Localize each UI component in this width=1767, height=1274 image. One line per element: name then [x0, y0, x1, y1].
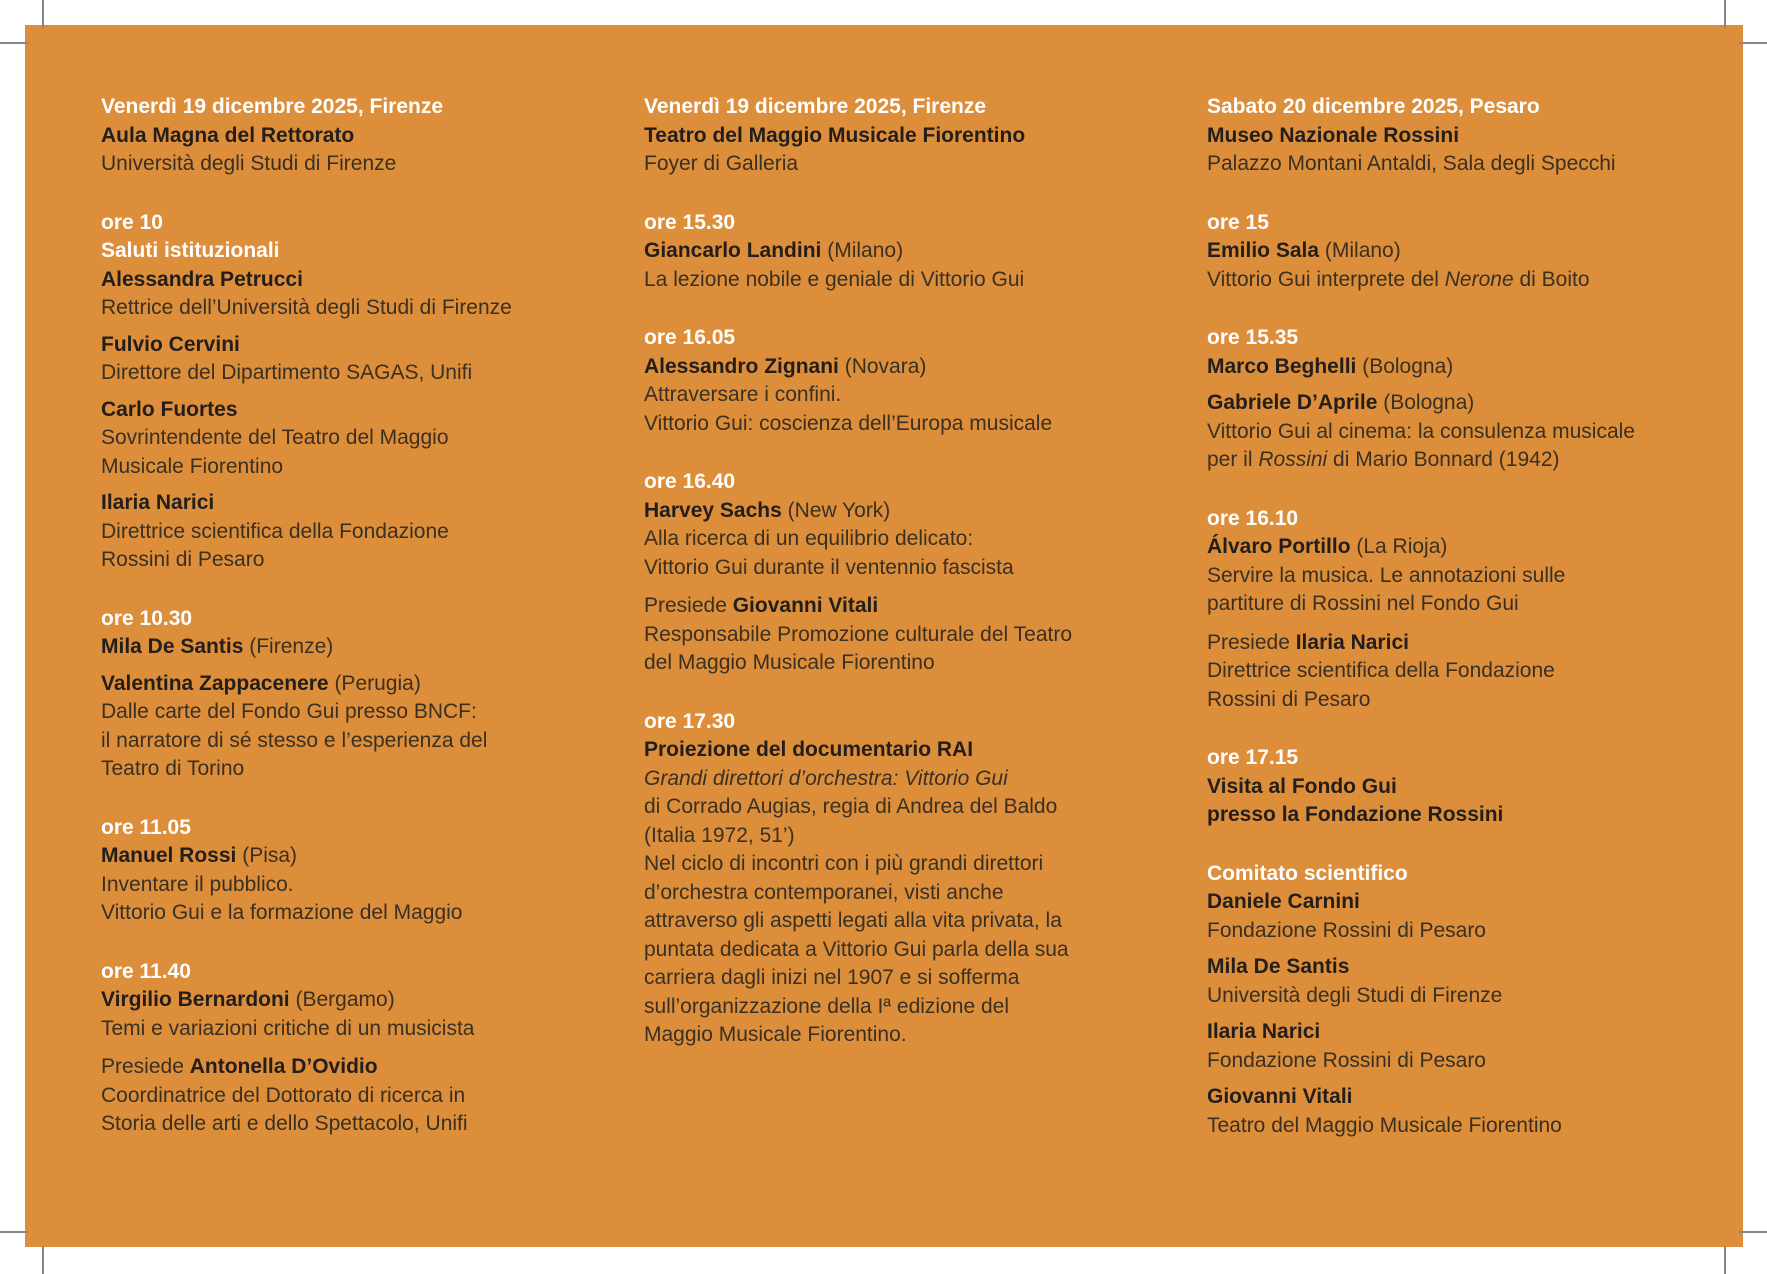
regular-text: Rettrice dell’Università degli Studi di Firenze [101, 296, 512, 319]
talk-title [1207, 418, 1727, 447]
regular-text: partiture di Rossini nel Fondo Gui [1207, 592, 1519, 615]
regular-text: Sovrintendente del Teatro del Maggio [101, 426, 449, 449]
event-date [1207, 93, 1727, 122]
chair [1207, 629, 1727, 658]
regular-text: Direttore del Dipartimento SAGAS, Unifi [101, 361, 473, 384]
session-ore-15-35 [1207, 324, 1727, 381]
venue-detail [644, 150, 1169, 179]
regular-text: Università degli Studi di Firenze [101, 152, 397, 175]
regular-text: Teatro del Maggio Musicale Fiorentino [1207, 1113, 1562, 1137]
regular-text: d’orchestra contemporanei, visti anche [644, 880, 1004, 904]
italic-text: Rossini [1258, 448, 1328, 471]
bold-text: presso la Fondazione Rossini [1207, 803, 1504, 826]
day-header [101, 93, 606, 179]
crop-mark-bottom-left-horizontal [0, 1231, 28, 1233]
bold-text: Gabriele D’Aprile [1207, 391, 1378, 414]
column-saturday-pesaro [1207, 93, 1727, 1140]
bold-text: Álvaro Portillo [1207, 535, 1351, 558]
film-credits [644, 822, 1169, 851]
role [101, 359, 606, 388]
section-title [644, 736, 1169, 765]
speaker [1207, 533, 1727, 562]
bold-text: Visita al Fondo Gui [1207, 774, 1397, 798]
regular-text: Università degli Studi di Firenze [1207, 983, 1503, 1007]
bold-text: Alessandro Zignani [644, 354, 839, 378]
talk-title [1207, 590, 1727, 619]
regular-text: Storia delle arti e dello Spettacolo, Unifi [101, 1112, 468, 1135]
speaker [644, 353, 1169, 382]
session-ore-16-05 [644, 324, 1169, 438]
bold-text: Harvey Sachs [644, 498, 782, 522]
synopsis-line [644, 964, 1169, 993]
speaker [101, 633, 606, 662]
regular-text: Foyer di Galleria [644, 152, 799, 175]
regular-text: Vittorio Gui e la formazione del Maggio [101, 901, 463, 924]
talk-title [644, 525, 1169, 554]
regular-text: Inventare il pubblico. [101, 872, 294, 896]
talk-title [101, 899, 606, 928]
speaker [1207, 353, 1727, 382]
talk-title [1207, 266, 1727, 295]
bold-text: Ilaria Narici [1207, 1020, 1321, 1043]
section-title [1207, 801, 1727, 830]
regular-text: Nel ciclo di incontri con i più grandi direttori [644, 852, 1044, 875]
chair [644, 592, 1169, 621]
highlight-bold-text: ore 16.05 [644, 326, 736, 349]
committee-entry [1207, 1018, 1727, 1075]
highlight-bold-text: ore 16.10 [1207, 506, 1299, 530]
talk-title [101, 1015, 606, 1044]
highlight-bold-text: ore 17.15 [1207, 746, 1299, 769]
highlight-bold-text: ore 15 [1207, 210, 1269, 234]
venue [644, 122, 1169, 151]
synopsis-line [644, 993, 1169, 1022]
session-ore-15 [1207, 209, 1727, 295]
speaker [644, 237, 1169, 266]
section-title [101, 237, 606, 266]
film-credits [644, 793, 1169, 822]
role [644, 621, 1169, 650]
section-title [1207, 773, 1727, 802]
regular-text: (Bologna) [1356, 354, 1454, 378]
regular-text: puntata dedicata a Vittorio Gui parla della sua [644, 937, 1069, 961]
role [101, 518, 606, 547]
highlight-bold-text: Sabato 20 dicembre 2025, Pesaro [1207, 95, 1540, 118]
role [101, 546, 606, 575]
speaker [101, 489, 606, 518]
session-ore-17-15 [1207, 744, 1727, 830]
synopsis-line [644, 850, 1169, 879]
role [101, 424, 606, 453]
regular-text: Attraversare i confini. [644, 383, 842, 406]
regular-text: (Bergamo) [289, 988, 395, 1011]
committee-member [1207, 1018, 1727, 1047]
role [644, 649, 1169, 678]
speaker-entry [101, 670, 606, 784]
role [101, 1110, 606, 1139]
talk-title [101, 871, 606, 900]
highlight-bold-text: ore 11.05 [101, 815, 191, 839]
session-time [101, 605, 606, 634]
committee [1207, 860, 1727, 946]
regular-text: Vittorio Gui: coscienza dell’Europa musicale [644, 411, 1053, 435]
regular-text: per il [1207, 448, 1259, 471]
bold-text: Virgilio Bernardoni [101, 988, 290, 1011]
crop-mark-top-right-vertical [1724, 0, 1726, 28]
session-ore-16-40 [644, 468, 1169, 582]
speaker-entry [101, 331, 606, 388]
speaker [644, 497, 1169, 526]
regular-text: il narratore di sé stesso e l’esperienza del [101, 728, 488, 752]
bold-text: Daniele Carnini [1207, 890, 1360, 913]
session-time [1207, 209, 1727, 238]
bold-text: Antonella D’Ovidio [189, 1055, 378, 1078]
regular-text: La lezione nobile e geniale di Vittorio Gui [644, 267, 1025, 291]
crop-mark-bottom-left-vertical [42, 1246, 44, 1274]
highlight-bold-text: ore 17.30 [644, 709, 736, 733]
regular-text: Rossini di Pesaro [101, 548, 265, 571]
regular-text: Direttrice scientifica della Fondazione [101, 519, 449, 543]
regular-text: Fondazione Rossini di Pesaro [1207, 918, 1486, 942]
session-time [1207, 505, 1727, 534]
day-header [644, 93, 1169, 179]
venue [1207, 122, 1727, 151]
film-title [644, 765, 1169, 794]
highlight-bold-text: ore 16.40 [644, 470, 736, 493]
talk-title [644, 410, 1169, 439]
italic-text: Grandi direttori d’orchestra: Vittorio Gui [644, 766, 1008, 790]
bold-text: Emilio Sala [1207, 239, 1320, 262]
regular-text: Servire la musica. Le annotazioni sulle [1207, 563, 1566, 587]
highlight-bold-text: ore 15.35 [1207, 326, 1299, 349]
regular-text: di Boito [1513, 267, 1590, 291]
regular-text: (Bologna) [1377, 391, 1475, 414]
regular-text: (Novara) [838, 354, 927, 378]
speaker [101, 396, 606, 425]
highlight-bold-text: ore 10.30 [101, 606, 193, 630]
event-date [644, 93, 1169, 122]
speaker [101, 986, 606, 1015]
session-time [644, 708, 1169, 737]
talk-title [101, 755, 606, 784]
regular-text: (New York) [781, 498, 891, 522]
synopsis-line [644, 1021, 1169, 1050]
session-time [1207, 744, 1727, 773]
bold-text: Manuel Rossi [101, 844, 237, 867]
highlight-bold-text: Venerdì 19 dicembre 2025, Firenze [101, 95, 444, 118]
regular-text: di Corrado Augias, regia di Andrea del Baldo [644, 795, 1058, 818]
regular-text: Rossini di Pesaro [1207, 687, 1371, 711]
speaker-entry [101, 489, 606, 575]
talk-title [101, 727, 606, 756]
session-ore-10 [101, 209, 606, 323]
session-ore-15-30 [644, 209, 1169, 295]
speaker [101, 842, 606, 871]
affiliation [1207, 1047, 1727, 1076]
regular-text: Temi e variazioni critiche di un musicista [101, 1016, 475, 1040]
regular-text: (Firenze) [243, 635, 334, 658]
bold-text: Valentina Zappacenere [101, 671, 329, 695]
role [1207, 686, 1727, 715]
venue-detail [101, 150, 606, 179]
regular-text: Dalle carte del Fondo Gui presso BNCF: [101, 700, 477, 723]
bold-text: Alessandra Petrucci [101, 267, 303, 291]
affiliation [1207, 917, 1727, 946]
role [101, 294, 606, 323]
venue [101, 122, 606, 151]
session-ore-10-30 [101, 605, 606, 662]
column-friday-afternoon-florence [644, 93, 1169, 1050]
highlight-bold-text: ore 10 [101, 210, 163, 234]
chair-entry [101, 1053, 606, 1139]
regular-text: (Milano) [1319, 239, 1401, 262]
chair [101, 1053, 606, 1082]
highlight-bold-text: Venerdì 19 dicembre 2025, Firenze [644, 95, 987, 118]
talk-title [101, 698, 606, 727]
affiliation [1207, 982, 1727, 1011]
synopsis-line [644, 907, 1169, 936]
bold-text: Proiezione del documentario RAI [644, 738, 974, 761]
italic-text: Nerone [1444, 267, 1514, 291]
column-friday-morning-florence [101, 93, 606, 1139]
regular-text: Coordinatrice del Dottorato di ricerca in [101, 1083, 466, 1107]
session-ore-17-30 [644, 708, 1169, 1050]
regular-text: Responsabile Promozione culturale del Teatro [644, 622, 1073, 646]
committee-member [1207, 953, 1727, 982]
bold-text: Giovanni Vitali [732, 594, 879, 617]
regular-text: (Pisa) [236, 844, 298, 867]
day-header [1207, 93, 1727, 179]
session-time [644, 324, 1169, 353]
regular-text: Musicale Fiorentino [101, 454, 284, 478]
synopsis-line [644, 936, 1169, 965]
session-time [644, 468, 1169, 497]
bold-text: Carlo Fuortes [101, 397, 238, 421]
talk-title [644, 381, 1169, 410]
session-time [101, 209, 606, 238]
bold-text: Ilaria Narici [101, 491, 215, 514]
crop-mark-top-right-horizontal [1739, 42, 1767, 44]
regular-text: Alla ricerca di un equilibrio delicato: [644, 527, 974, 550]
committee-member [1207, 1083, 1727, 1112]
regular-text: carriera dagli inizi nel 1907 e si sofferma [644, 966, 1020, 989]
venue-detail [1207, 150, 1727, 179]
regular-text: di Mario Bonnard (1942) [1327, 448, 1560, 471]
talk-title [1207, 562, 1727, 591]
regular-text: Teatro di Torino [101, 757, 245, 780]
regular-text: Presiede [1207, 630, 1296, 654]
session-time [644, 209, 1169, 238]
speaker [101, 266, 606, 295]
bold-text: Ilaria Narici [1295, 630, 1409, 654]
event-date [101, 93, 606, 122]
session-ore-11-40 [101, 958, 606, 1044]
speaker [1207, 237, 1727, 266]
speaker [1207, 389, 1727, 418]
regular-text: Presiede [101, 1055, 190, 1078]
talk-title [644, 266, 1169, 295]
highlight-bold-text: Comitato scientifico [1207, 861, 1408, 885]
crop-mark-bottom-right-horizontal [1739, 1231, 1767, 1233]
chair-entry [644, 592, 1169, 678]
session-time [101, 958, 606, 987]
highlight-bold-text: Saluti istituzionali [101, 239, 280, 262]
talk-title [644, 554, 1169, 583]
crop-mark-top-left-vertical [42, 0, 44, 28]
speaker [101, 331, 606, 360]
committee-entry [1207, 1083, 1727, 1140]
speaker [101, 670, 606, 699]
bold-text: Teatro del Maggio Musicale Fiorentino [644, 123, 1026, 147]
affiliation [1207, 1112, 1727, 1141]
crop-mark-top-left-horizontal [0, 42, 28, 44]
bold-text: Mila De Santis [1207, 955, 1350, 978]
regular-text: Fondazione Rossini di Pesaro [1207, 1048, 1486, 1072]
session-time [1207, 324, 1727, 353]
regular-text: Palazzo Montani Antaldi, Sala degli Specchi [1207, 152, 1616, 175]
regular-text: (Milano) [821, 239, 904, 262]
bold-text: Mila De Santis [101, 635, 244, 658]
section-title [1207, 860, 1727, 889]
bold-text: Marco Beghelli [1207, 354, 1357, 378]
session-ore-11-05 [101, 814, 606, 928]
role [101, 1082, 606, 1111]
regular-text: sull’organizzazione della Iª edizione del [644, 994, 1009, 1018]
speaker-entry [101, 396, 606, 482]
regular-text: Direttrice scientifica della Fondazione [1207, 659, 1555, 682]
synopsis-line [644, 879, 1169, 908]
session-ore-16-10 [1207, 505, 1727, 619]
regular-text: (Italia 1972, 51’) [644, 823, 795, 847]
bold-text: Giancarlo Landini [644, 239, 822, 262]
regular-text: (Perugia) [328, 671, 421, 695]
speaker-entry [1207, 389, 1727, 475]
talk-title [1207, 446, 1727, 475]
committee-member [1207, 888, 1727, 917]
bold-text: Museo Nazionale Rossini [1207, 123, 1460, 147]
regular-text: Vittorio Gui interprete del [1207, 267, 1445, 291]
bold-text: Giovanni Vitali [1207, 1085, 1353, 1108]
session-time [101, 814, 606, 843]
regular-text: (La Rioja) [1350, 535, 1448, 558]
bold-text: Aula Magna del Rettorato [101, 123, 355, 147]
regular-text: Maggio Musicale Fiorentino. [644, 1023, 907, 1046]
highlight-bold-text: ore 11.40 [101, 959, 191, 983]
regular-text: Vittorio Gui durante il ventennio fascista [644, 555, 1014, 579]
regular-text: del Maggio Musicale Fiorentino [644, 651, 935, 674]
highlight-bold-text: ore 15.30 [644, 210, 736, 234]
regular-text: Presiede [644, 594, 733, 617]
crop-mark-bottom-right-vertical [1724, 1246, 1726, 1274]
chair-entry [1207, 629, 1727, 715]
role [1207, 657, 1727, 686]
bold-text: Fulvio Cervini [101, 332, 240, 356]
regular-text: attraverso gli aspetti legati alla vita privata, la [644, 909, 1062, 932]
committee-entry [1207, 953, 1727, 1010]
role [101, 453, 606, 482]
regular-text: Vittorio Gui al cinema: la consulenza musicale [1207, 419, 1635, 443]
